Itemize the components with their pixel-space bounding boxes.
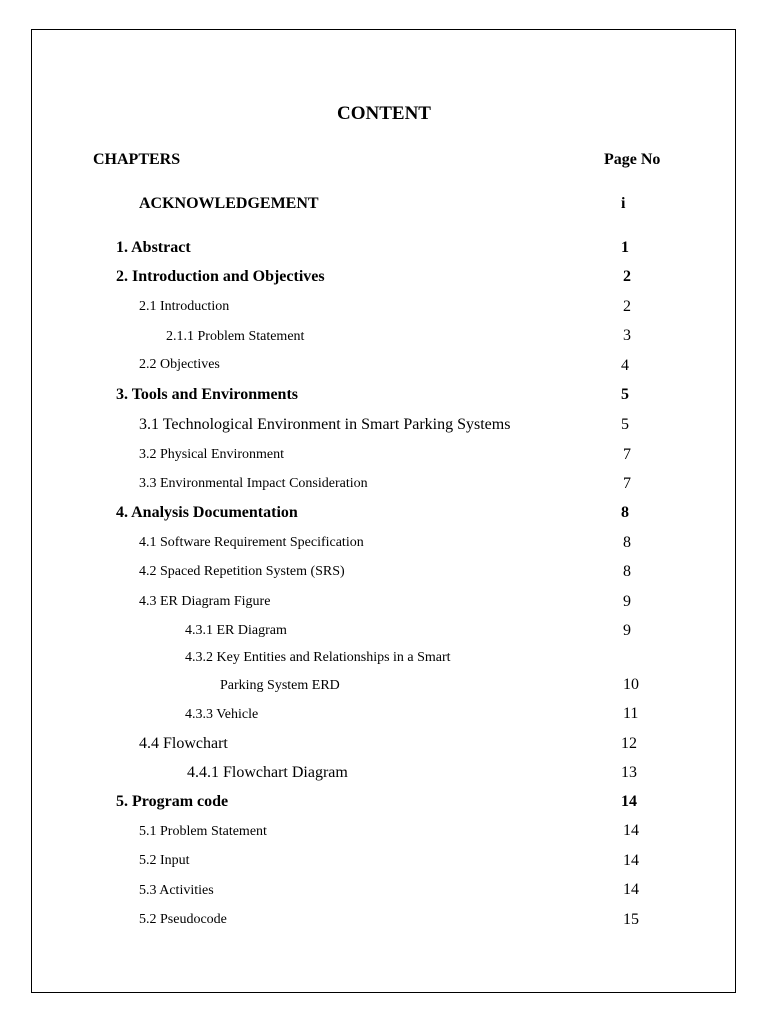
toc-page-chapter-1: 1 <box>621 239 629 256</box>
toc-page-4-4-1: 13 <box>621 764 637 781</box>
toc-page-2-1: 2 <box>623 298 631 315</box>
toc-page-4-3: 9 <box>623 593 631 610</box>
toc-entry-2-1: 2.1 Introduction <box>139 299 230 314</box>
toc-page-chapter-4: 8 <box>621 504 629 521</box>
toc-page-5-1: 14 <box>623 822 639 839</box>
toc-entry-chapter-5: 5. Program code <box>116 793 229 810</box>
toc-page-2-1-1: 3 <box>623 327 631 344</box>
toc-entry-4-3: 4.3 ER Diagram Figure <box>139 594 271 609</box>
toc-entry-4-4: 4.4 Flowchart <box>139 735 228 752</box>
toc-page-chapter-2: 2 <box>623 268 631 285</box>
toc-entry-chapter-2: 2. Introduction and Objectives <box>116 268 325 285</box>
toc-entry-4-3-3: 4.3.3 Vehicle <box>185 707 259 722</box>
toc-page-4-2: 8 <box>623 563 631 580</box>
toc-page-3-2: 7 <box>623 446 631 463</box>
toc-page-acknowledgement: i <box>621 195 626 212</box>
toc-page-4-4: 12 <box>621 735 637 752</box>
toc-entry-2-1-1: 2.1.1 Problem Statement <box>166 329 305 344</box>
toc-entry-5-1: 5.1 Problem Statement <box>139 824 267 839</box>
toc-entry-chapter-3: 3. Tools and Environments <box>116 386 298 403</box>
toc-page-5-4: 15 <box>623 911 639 928</box>
toc-page-5-2: 14 <box>623 852 639 869</box>
toc-page-3-3: 7 <box>623 475 631 492</box>
toc-entry-2-2: 2.2 Objectives <box>139 357 220 372</box>
toc-entry-5-3: 5.3 Activities <box>139 883 214 898</box>
toc-entry-4-2: 4.2 Spaced Repetition System (SRS) <box>139 564 345 579</box>
toc-page-5-3: 14 <box>623 881 639 898</box>
toc-entry-3-1: 3.1 Technological Environment in Smart Parking Systems <box>139 416 511 433</box>
toc-page-3-1: 5 <box>621 416 629 433</box>
page-no-column-header: Page No <box>604 151 661 168</box>
toc-entry-5-2: 5.2 Input <box>139 853 190 868</box>
toc-entry-chapter-1: 1. Abstract <box>116 239 191 256</box>
page-title: CONTENT <box>337 103 431 124</box>
toc-page-2-2: 4 <box>621 357 629 374</box>
toc-entry-4-4-1: 4.4.1 Flowchart Diagram <box>187 764 348 781</box>
toc-entry-4-3-1: 4.3.1 ER Diagram <box>185 623 287 638</box>
toc-page-4-3-3: 11 <box>623 705 639 722</box>
chapters-column-header: CHAPTERS <box>93 151 181 168</box>
toc-entry-5-4: 5.2 Pseudocode <box>139 912 227 927</box>
toc-entry-4-1: 4.1 Software Requirement Specification <box>139 535 364 550</box>
toc-page-4-3-2: 10 <box>623 676 639 693</box>
toc-entry-4-3-2-continued: Parking System ERD <box>220 678 340 693</box>
toc-page-chapter-3: 5 <box>621 386 629 403</box>
toc-entry-acknowledgement: ACKNOWLEDGEMENT <box>139 195 319 212</box>
toc-entry-chapter-4: 4. Analysis Documentation <box>116 504 298 521</box>
toc-entry-3-3: 3.3 Environmental Impact Consideration <box>139 476 368 491</box>
toc-page-4-3-1: 9 <box>623 622 631 639</box>
toc-page-4-1: 8 <box>623 534 631 551</box>
toc-entry-4-3-2: 4.3.2 Key Entities and Relationships in a Smart <box>185 650 451 665</box>
toc-entry-3-2: 3.2 Physical Environment <box>139 447 285 462</box>
toc-page-chapter-5: 14 <box>621 793 637 810</box>
